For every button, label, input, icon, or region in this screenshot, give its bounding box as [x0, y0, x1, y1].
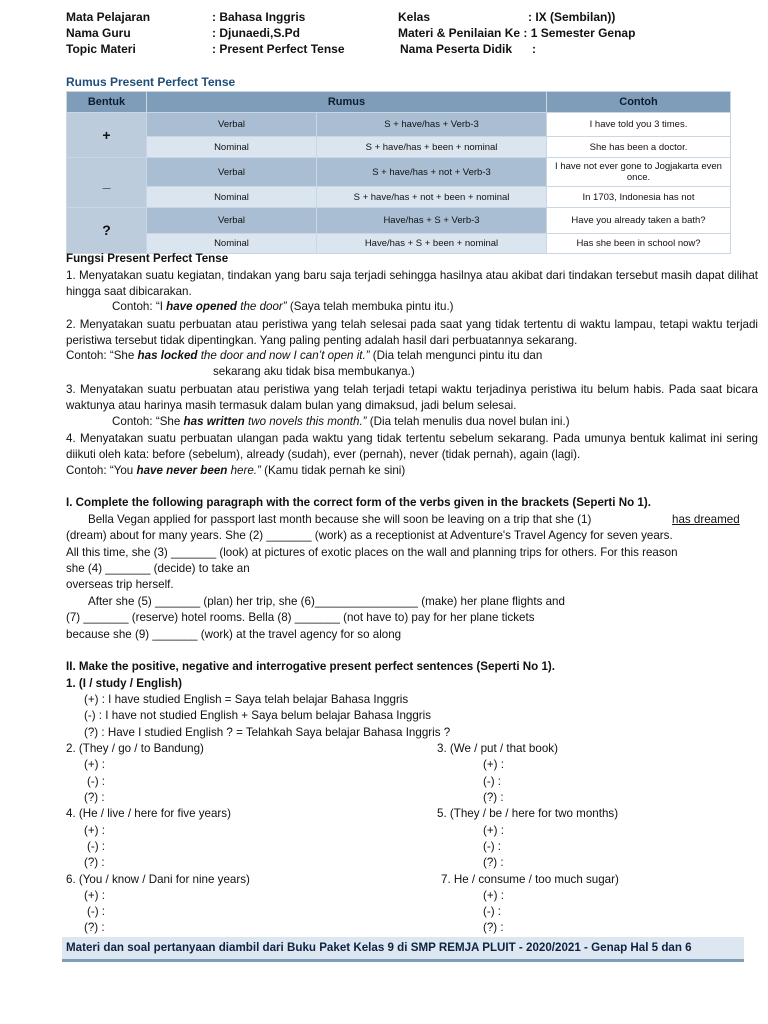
fungsi-point-4: 4. Menyatakan suatu perbuatan ulangan pada waktu yang tidak tertentu sebelum sekarang. Pada umunya bentuk kalimat ini sering diikuti oleh kata: before (sebelum), already (sudah), ever (pernah), never (tidak pernah), again (lagi). — [66, 432, 758, 461]
table-header-row — [67, 92, 731, 113]
example-4-post: here.” — [227, 464, 261, 477]
example-4-verb: have never been — [136, 464, 228, 477]
question-5-negative: (-) : — [483, 840, 502, 853]
question-1-negative: (-) : I have not studied English + Saya belum belajar Bahasa Inggris — [84, 709, 432, 722]
section-2-title: II. Make the positive, negative and interrogative present perfect sentences (Seperti No 1). — [66, 660, 556, 673]
table-row — [67, 187, 731, 208]
label-materi-penilaian: Materi & Penilaian Ke : 1 Semester Genap — [398, 26, 636, 40]
value-topic-materi: : Present Perfect Tense — [212, 42, 345, 56]
example-cell: In 1703, Indonesia has not — [547, 187, 731, 208]
example-1-verb: have opened — [166, 300, 238, 313]
example-3 — [112, 415, 570, 428]
type-cell: Nominal — [147, 187, 317, 208]
question-6-negative: (-) : — [87, 905, 106, 918]
question-5-interrogative: (?) : — [483, 856, 504, 869]
example-cell: I have not ever gone to Jogjakarta even once. — [547, 158, 731, 187]
header-contoh: Contoh — [547, 92, 731, 113]
formula-cell: S + have/has + Verb-3 — [317, 113, 547, 137]
example-2-verb: has locked — [137, 349, 198, 362]
value-nama-guru: : Djunaedi,S.Pd — [212, 26, 301, 40]
type-cell: Nominal — [147, 234, 317, 254]
formula-cell: S + have/has + not + Verb-3 — [317, 158, 547, 187]
section-1-line-6: After she (5) _______ (plan) her trip, she (6)________________ (make) her plane flights and — [88, 595, 565, 608]
question-3-positive: (+) : — [483, 758, 504, 771]
table-row — [67, 208, 731, 234]
value-mata-pelajaran: : Bahasa Inggris — [212, 10, 306, 24]
question-7-positive: (+) : — [483, 889, 504, 902]
rumus-title: Rumus Present Perfect Tense — [66, 75, 236, 89]
example-4 — [66, 464, 405, 477]
question-2-interrogative: (?) : — [84, 791, 105, 804]
type-cell: Verbal — [147, 158, 317, 187]
header-bentuk: Bentuk — [67, 92, 147, 113]
label-mata-pelajaran: Mata Pelajaran — [66, 10, 151, 24]
question-3-negative: (-) : — [483, 775, 502, 788]
formula-table — [66, 91, 731, 254]
table-row — [67, 113, 731, 137]
example-4-pre: Contoh: “You — [66, 464, 137, 477]
label-kelas: Kelas — [398, 10, 431, 24]
question-1-positive: (+) : I have studied English = Saya telah belajar Bahasa Inggris — [84, 693, 409, 706]
example-cell: She has been a doctor. — [547, 137, 731, 158]
question-4-interrogative: (?) : — [84, 856, 105, 869]
example-2-translation-cont: sekarang aku tidak bisa membukanya.) — [213, 365, 415, 378]
example-3-pre: Contoh: “She — [112, 415, 184, 428]
example-cell: Have you already taken a bath? — [547, 208, 731, 234]
example-2-pre: Contoh: “She — [66, 349, 138, 362]
label-nama-guru: Nama Guru — [66, 26, 131, 40]
section-1-line-4: she (4) _______ (decide) to take an — [66, 562, 250, 575]
label-nama-peserta: Nama Peserta Didik — [400, 42, 513, 56]
question-1-interrogative: (?) : Have I studied English ? = Telahkah Saya belajar Bahasa Inggris ? — [84, 726, 451, 739]
example-1-translation: (Saya telah membuka pintu itu.) — [286, 300, 454, 313]
type-cell: Nominal — [147, 137, 317, 158]
footer-note: Materi dan soal pertanyaan diambil dari Buku Paket Kelas 9 di SMP REMJA PLUIT - 2020/2021 - Genap Hal 5 dan 6 — [62, 937, 744, 962]
example-1 — [112, 300, 454, 313]
question-4: 4. (He / live / here for five years) — [66, 807, 231, 820]
example-3-post: two novels this month.” — [244, 415, 367, 428]
table-row — [67, 234, 731, 254]
section-1-answer-1: has dreamed — [672, 513, 740, 526]
question-4-negative: (-) : — [87, 840, 106, 853]
section-1-line-2: (dream) about for many years. She (2) _______ (work) as a receptionist at Adventure's Travel Agency for seven years. — [66, 529, 673, 542]
question-7-negative: (-) : — [483, 905, 502, 918]
section-1-line-8: because she (9) _______ (work) at the travel agency for so along — [66, 628, 402, 641]
example-cell: Has she been in school now? — [547, 234, 731, 254]
example-2 — [66, 349, 542, 362]
question-5: 5. (They / be / here for two months) — [437, 807, 619, 820]
formula-cell: S + have/has + not + been + nominal — [317, 187, 547, 208]
example-4-translation: (Kamu tidak pernah ke sini) — [260, 464, 406, 477]
question-2-negative: (-) : — [87, 775, 106, 788]
question-3: 3. (We / put / that book) — [437, 742, 558, 755]
formula-cell: Have/has + S + been + nominal — [317, 234, 547, 254]
fungsi-title: Fungsi Present Perfect Tense — [66, 252, 229, 265]
value-nama-peserta: : — [532, 42, 536, 56]
type-cell: Verbal — [147, 113, 317, 137]
sym-interrogative: ? — [67, 208, 147, 254]
question-4-positive: (+) : — [84, 824, 105, 837]
sym-positive: + — [67, 113, 147, 158]
section-1-line-1: Bella Vegan applied for passport last month because she will soon be leaving on a trip that she (1) — [88, 513, 592, 526]
value-kelas: : IX (Sembilan)) — [528, 10, 616, 24]
question-7-interrogative: (?) : — [483, 921, 504, 934]
table-row — [67, 137, 731, 158]
question-6-positive: (+) : — [84, 889, 105, 902]
question-1: 1. (I / study / English) — [66, 677, 182, 690]
section-1-title: I. Complete the following paragraph with the correct form of the verbs given in the brackets (Seperti No 1). — [66, 496, 651, 509]
formula-cell: S + have/has + been + nominal — [317, 137, 547, 158]
example-2-translation: (Dia telah mengunci pintu itu dan — [369, 349, 543, 362]
formula-cell: Have/has + S + Verb-3 — [317, 208, 547, 234]
question-6-interrogative: (?) : — [84, 921, 105, 934]
fungsi-point-2: 2. Menyatakan suatu perbuatan atau peristiwa yang telah selesai pada saat yang tidak tertentu di waktu lampau, tetapi waktu terjadi peristiwa tersebut tidak dipentingkan. Yang paling penting adalah hasil dari perbuatannya sekarang. — [66, 318, 758, 347]
section-1-line-5: overseas trip herself. — [66, 578, 174, 591]
example-1-post: the door” — [237, 300, 287, 313]
example-cell: I have told you 3 times. — [547, 113, 731, 137]
question-6: 6. (You / know / Dani for nine years) — [66, 873, 250, 886]
fungsi-point-1: 1. Menyatakan suatu kegiatan, tindakan yang baru saja terjadi sehingga hasilnya atau akibat dari tindakan tersebut masih dapat dilihat hingga saat dibicarakan. — [66, 269, 758, 298]
table-row — [67, 158, 731, 187]
label-topic-materi: Topic Materi — [66, 42, 136, 56]
section-1-line-3: All this time, she (3) _______ (look) at pictures of exotic places on the wall and planning trips for others. For this reason — [66, 546, 678, 559]
example-3-verb: has written — [183, 415, 245, 428]
type-cell: Verbal — [147, 208, 317, 234]
header-rumus: Rumus — [147, 92, 547, 113]
question-5-positive: (+) : — [483, 824, 504, 837]
question-3-interrogative: (?) : — [483, 791, 504, 804]
sym-negative: _ — [67, 158, 147, 208]
question-2: 2. (They / go / to Bandung) — [66, 742, 204, 755]
question-2-positive: (+) : — [84, 758, 105, 771]
example-2-post: the door and now I can’t open it.” — [197, 349, 370, 362]
question-7: 7. He / consume / too much sugar) — [441, 873, 619, 886]
section-1-line-7: (7) _______ (reserve) hotel rooms. Bella (8) _______ (not have to) pay for her plane tickets — [66, 611, 535, 624]
example-1-pre: Contoh: “I — [112, 300, 167, 313]
example-3-translation: (Dia telah menulis dua novel bulan ini.) — [366, 415, 570, 428]
fungsi-point-3: 3. Menyatakan suatu perbuatan atau peristiwa yang telah terjadi tetapi waktu terjadinya peristiwa itu belum habis. Pada saat bicara waktunya atau harinya masih termasuk dalam bulan yang dimaksud, jadi belum selesai. — [66, 383, 758, 412]
